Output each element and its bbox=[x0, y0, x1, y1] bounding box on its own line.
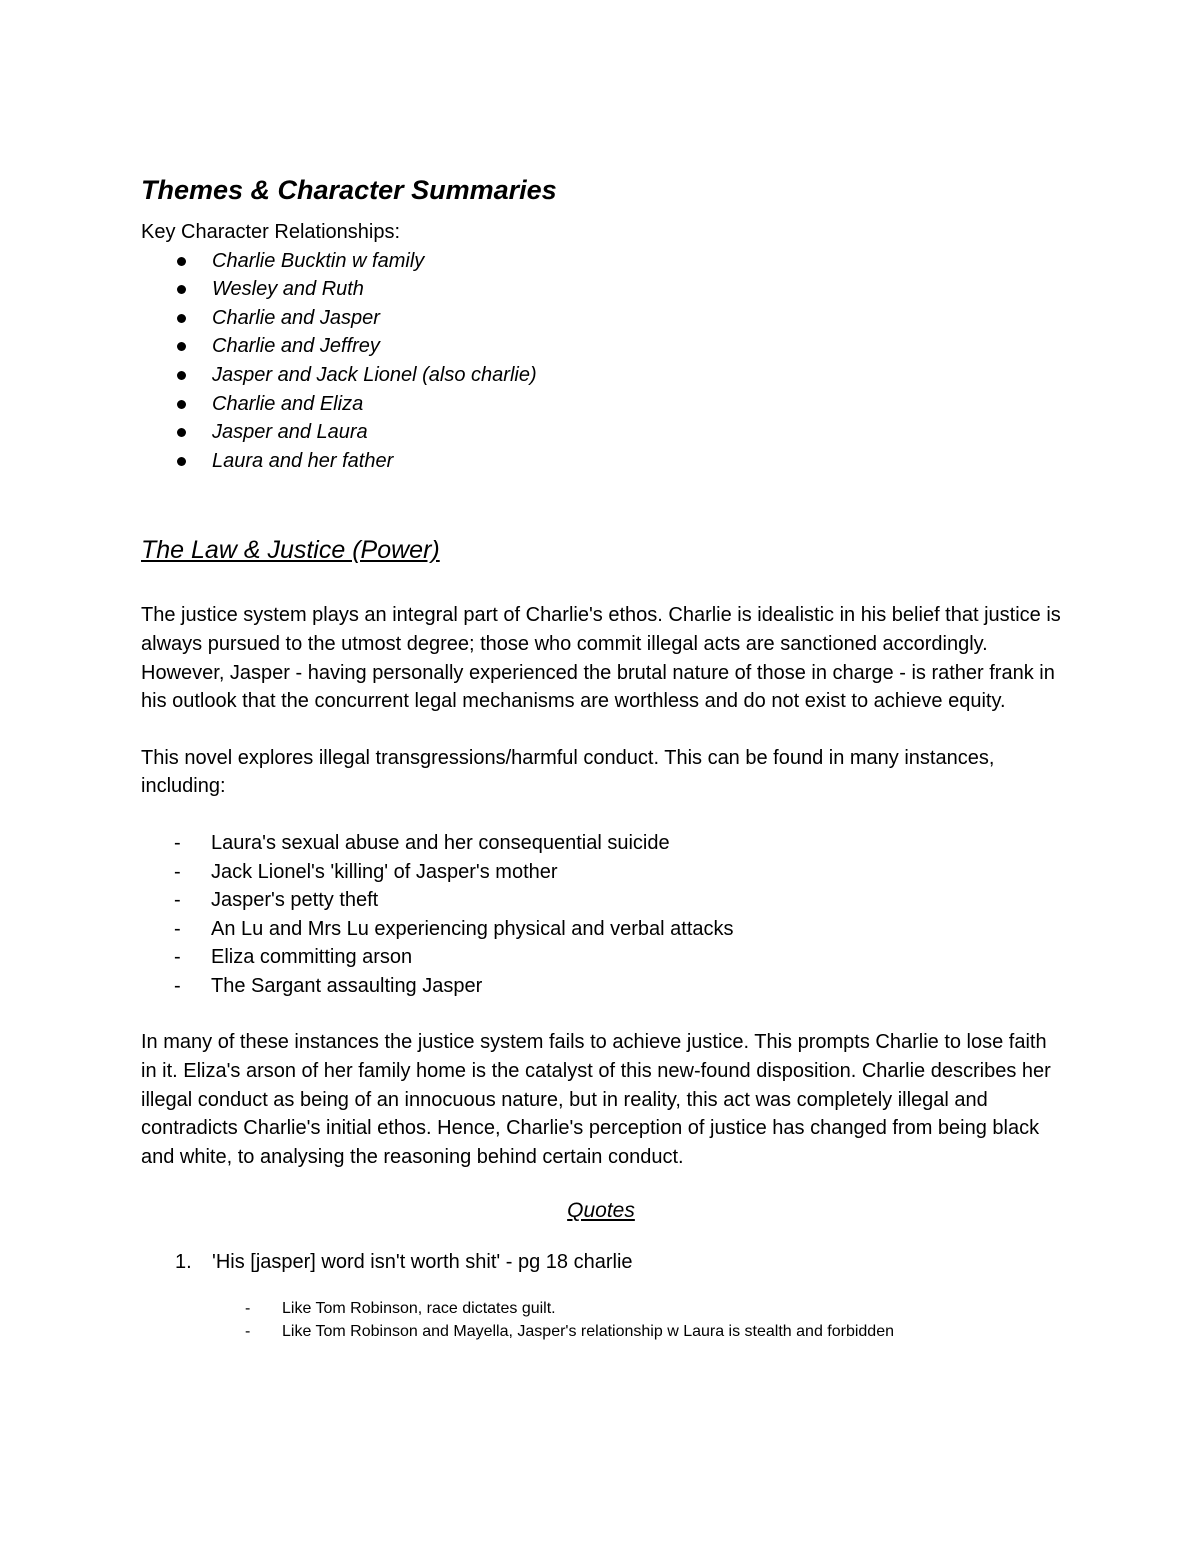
list-item bbox=[141, 1297, 1061, 1320]
bullet-icon bbox=[177, 457, 186, 466]
bullet-icon bbox=[177, 428, 186, 437]
list-item-text: Jasper's petty theft bbox=[211, 889, 379, 912]
list-item bbox=[141, 886, 1061, 915]
bullet-icon bbox=[177, 342, 186, 351]
bullet-icon bbox=[177, 257, 186, 266]
dash-icon: - bbox=[174, 889, 181, 912]
list-item bbox=[141, 332, 1061, 361]
list-item bbox=[141, 304, 1061, 333]
dash-icon: - bbox=[174, 860, 181, 883]
paragraph-justice-failure: In many of these instances the justice system fails to achieve justice. This prompts Charlie to lose faith in it. Eliza's arson of her family home is the catalyst of this new-found disposition. Charlie describes her illegal conduct as being of an innocuous nature, but in reality, this act was completely illegal and contradicts Charlie's initial ethos. Hence, Charlie's perception of justice has changed from being black and white, to analysing the reasoning behind certain conduct. bbox=[141, 1031, 1051, 1168]
dash-icon: - bbox=[174, 946, 181, 969]
document-page bbox=[141, 172, 1061, 1343]
list-item-text: Jack Lionel's 'killing' of Jasper's mother bbox=[211, 860, 558, 883]
quotes-heading: Quotes bbox=[567, 1199, 635, 1223]
document-title: Themes & Character Summaries bbox=[141, 175, 557, 205]
list-item bbox=[141, 972, 1061, 1001]
bullet-icon bbox=[177, 314, 186, 323]
dash-icon: - bbox=[174, 917, 181, 940]
list-item-text: An Lu and Mrs Lu experiencing physical and verbal attacks bbox=[211, 917, 734, 940]
list-item-text: Charlie and Jasper bbox=[212, 306, 380, 329]
section-title: The Law & Justice (Power) bbox=[141, 536, 440, 565]
list-item-text: Jasper and Jack Lionel (also charlie) bbox=[212, 363, 537, 386]
list-item bbox=[141, 829, 1061, 858]
list-item bbox=[141, 1320, 1061, 1343]
paragraph-transgressions: This novel explores illegal transgressions/harmful conduct. This can be found in many instances, including: bbox=[141, 746, 995, 798]
relationships-label: Key Character Relationships: bbox=[141, 221, 401, 243]
list-item-text: Charlie and Jeffrey bbox=[212, 335, 380, 358]
list-item-text: Eliza committing arson bbox=[211, 946, 413, 969]
list-item-text: Charlie and Eliza bbox=[212, 392, 364, 415]
quote-item bbox=[141, 1248, 1061, 1277]
list-item bbox=[141, 915, 1061, 944]
list-item-text: Like Tom Robinson and Mayella, Jasper's relationship w Laura is stealth and forbidden bbox=[282, 1322, 894, 1340]
dash-icon: - bbox=[245, 1299, 251, 1317]
quote-notes-list bbox=[141, 1297, 1061, 1343]
list-item-text: The Sargant assaulting Jasper bbox=[211, 974, 483, 997]
list-item-text: Jasper and Laura bbox=[212, 421, 368, 444]
list-item-text: Laura and her father bbox=[212, 449, 394, 472]
list-item bbox=[141, 447, 1061, 476]
list-item bbox=[141, 418, 1061, 447]
relationships-list bbox=[141, 247, 1061, 476]
dash-icon: - bbox=[245, 1322, 251, 1340]
list-item-text: Laura's sexual abuse and her consequential suicide bbox=[211, 831, 670, 854]
quotes-list bbox=[141, 1248, 1061, 1277]
dash-icon: - bbox=[174, 831, 181, 854]
list-item-text: Wesley and Ruth bbox=[212, 278, 364, 301]
quote-text: 'His [jasper] word isn't worth shit' - pg 18 charlie bbox=[212, 1251, 633, 1274]
list-item-text: Like Tom Robinson, race dictates guilt. bbox=[282, 1299, 556, 1317]
dash-icon: - bbox=[174, 974, 181, 997]
list-item-text: Charlie Bucktin w family bbox=[212, 249, 425, 272]
list-item bbox=[141, 858, 1061, 887]
instances-list bbox=[141, 829, 1061, 1001]
bullet-icon bbox=[177, 285, 186, 294]
list-item bbox=[141, 275, 1061, 304]
list-item bbox=[141, 247, 1061, 276]
bullet-icon bbox=[177, 371, 186, 380]
list-item bbox=[141, 390, 1061, 419]
list-item bbox=[141, 943, 1061, 972]
bullet-icon bbox=[177, 400, 186, 409]
quote-number: 1. bbox=[175, 1251, 192, 1274]
paragraph-justice-system: The justice system plays an integral part of Charlie's ethos. Charlie is idealistic in his belief that justice is always pursued to the utmost degree; those who commit illegal acts are sanctioned accordingly. However, Jasper - having personally experienced the brutal nature of those in charge - is rather frank in his outlook that the concurrent legal mechanisms are worthless and do not exist to achieve equity. bbox=[141, 604, 1061, 713]
list-item bbox=[141, 361, 1061, 390]
